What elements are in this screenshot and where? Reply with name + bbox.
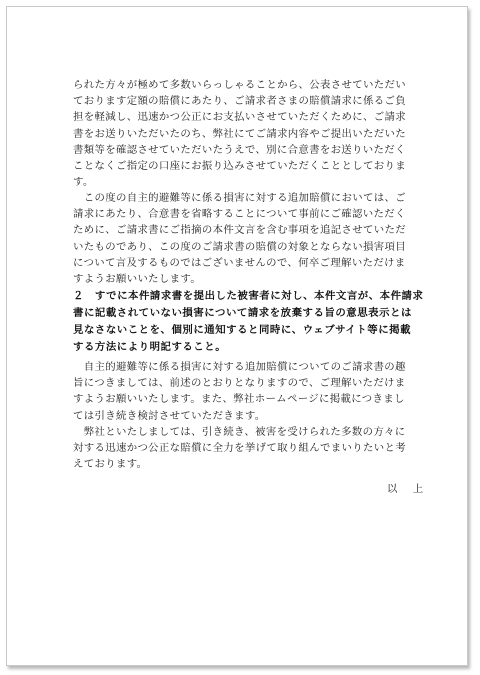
text-line: ２ すでに本件請求書を提出した被害者に対し、本件文言が、本件請求 bbox=[73, 290, 424, 302]
text-line: すようお願いいたします。 bbox=[73, 272, 202, 285]
paragraph-request-item-2 bbox=[73, 288, 423, 356]
text-line: えております。 bbox=[73, 458, 148, 471]
text-line: する方法により明記すること。 bbox=[73, 341, 227, 353]
closing-mark: 以 上 bbox=[387, 483, 430, 495]
text-line: 請求にあたり、合意書を省略することについて事前にご確認いただく bbox=[73, 208, 406, 221]
text-line: この度の自主的避難等に係る損害に対する追加賠償においては、ご bbox=[73, 192, 406, 204]
text-line: について言及するものではございませんので、何卒ご理解いただけま bbox=[73, 256, 406, 269]
paragraph-additional-compensation bbox=[73, 190, 406, 287]
paragraph-payment-process bbox=[73, 77, 406, 190]
paragraph-response bbox=[73, 359, 406, 472]
text-line: 見なさないことを、個別に通知すると同時に、ウェブサイト等に掲載 bbox=[73, 324, 412, 336]
text-line: いたものであり、この度のご請求書の賠償の対象とならない損害項目 bbox=[73, 240, 406, 253]
text-line: ために、ご請求書にご指摘の本件文言を含む事項を追記させていただ bbox=[73, 224, 406, 237]
text-line: られた方々が極めて多数いらっしゃることから、公表させていただい bbox=[73, 79, 406, 91]
text-line: ことなくご指定の口座にお振り込みさせていただくこととしておりま bbox=[73, 159, 406, 172]
text-line: 担を軽減し、迅速かつ公正にお支払いさせていただくために、ご請求 bbox=[73, 111, 406, 124]
text-line: すようお願いいたします。また、弊社ホームページに掲載につきまし bbox=[73, 393, 405, 406]
text-line: す。 bbox=[73, 176, 94, 189]
text-line: 書に記載されていない損害について請求を放棄する旨の意思表示とは bbox=[73, 307, 412, 319]
text-line: 弊社といたしましては、引き続き、被害を受けられた多数の方々に bbox=[73, 425, 406, 438]
text-line: 対する迅速かつ公正な賠償に全力を挙げて取り組んでまいりたいと考 bbox=[73, 441, 406, 454]
text-line: ては引き続き検討させていただきます。 bbox=[73, 409, 266, 422]
text-line: 自主的避難等に係る損害に対する追加賠償についてのご請求書の趣 bbox=[73, 361, 406, 373]
text-line: 旨につきましては、前述のとおりとなりますので、ご理解いただけま bbox=[73, 377, 406, 390]
document-page bbox=[6, 6, 468, 666]
text-line: ております定額の賠償にあたり、ご請求者さまの賠償請求に係るご負 bbox=[73, 95, 406, 108]
text-line: 書をお送りいただいたのち、弊社にてご請求内容やご提出いただいた bbox=[73, 127, 406, 140]
text-line: 書類等を確認させていただいたうえで、別に合意書をお送りいただく bbox=[73, 143, 406, 156]
